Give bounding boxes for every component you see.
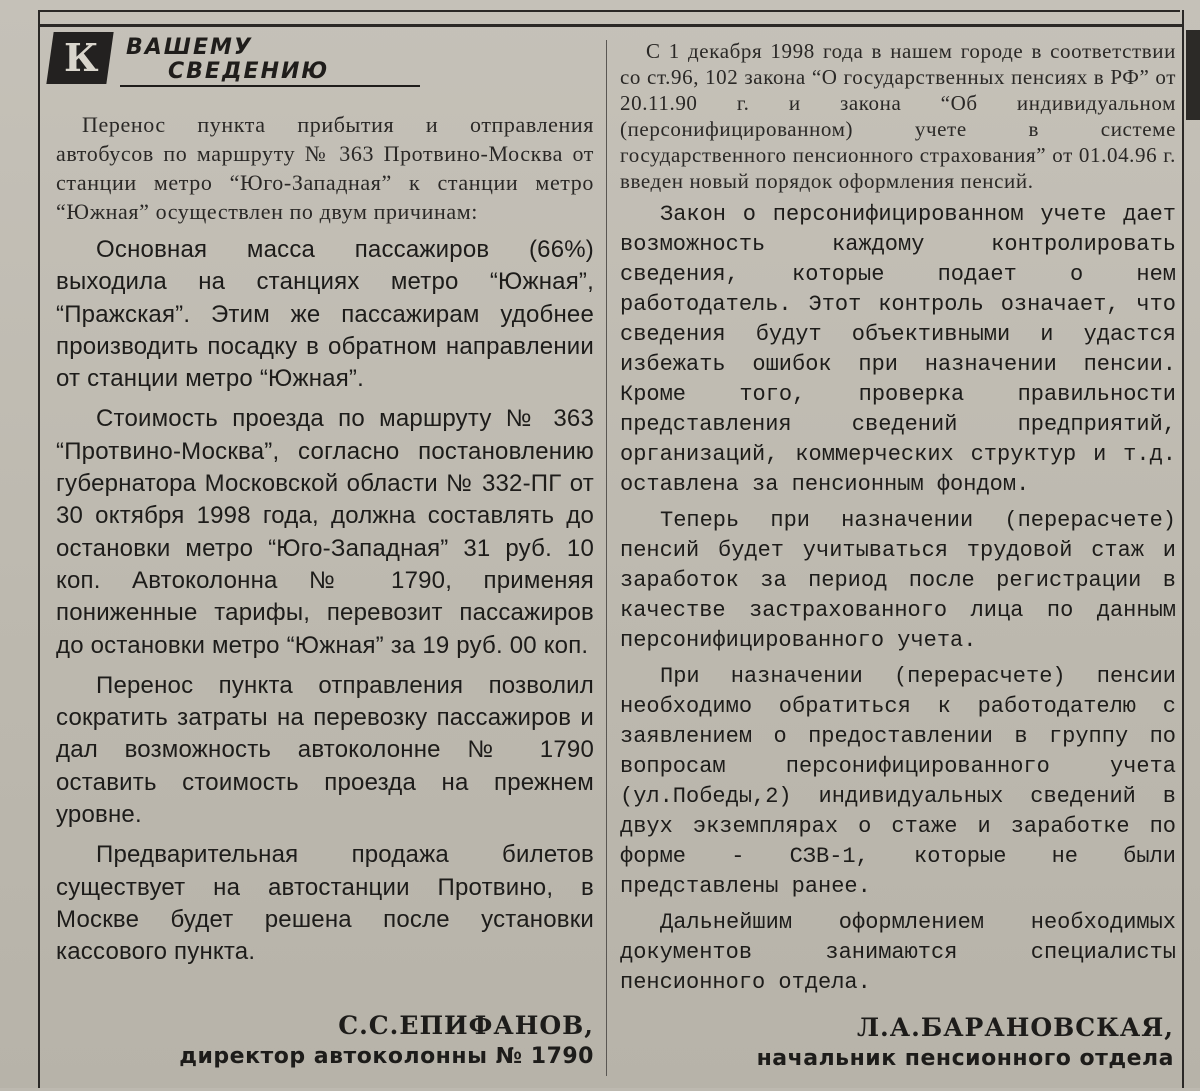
left-article-intro: Перенос пункта прибытия и отправления автобусов по маршруту № 363 Протвино-Москва от станции метро “Юго-Западная” к станции метро “Южная” осуществлен по двум причинам:: [56, 112, 594, 224]
right-border-rule: [1182, 10, 1184, 1088]
right-article-paragraph: Теперь при назначении (перерасчете) пенсий будет учитываться трудовой стаж и заработок за период после регистрации в качестве застрахованного лица по данным персонифицированного учета.: [620, 508, 1176, 653]
left-article-paragraph: Стоимость проезда по маршруту № 363 “Протвино-Москва”, согласно постановлению губернатора Московской области № 332-ПГ от 30 октября 1998 года, должна составлять до остановки метро “Юго-Западная” 31 руб. 10 коп. Автоколонна № 1790, применяя пониженные тарифы, перевозит пассажиров до остановки метро “Южная” за 19 руб. 00 коп.: [56, 405, 594, 659]
signature-name: С.С.ЕПИФАНОВ,: [338, 1011, 594, 1040]
left-article-signature: [60, 1010, 594, 1072]
signature-name: Л.А.БАРАНОВСКАЯ,: [856, 1013, 1174, 1042]
left-article: [56, 110, 594, 969]
section-heading: [50, 32, 380, 88]
right-article-paragraph: Закон о персонифицированном учете дает возможность каждому контролировать сведения, которые подает о нем работодатель. Этот контроль означает, что сведения будут объективными и удастся избежать ошибок при назначении пенсии. Кроме того, проверка правильности представления сведений предприятий, организаций, коммерческих структур и т.д. оставлена за пенсионным фондом.: [620, 202, 1176, 497]
heading-line-1: ВАШЕМУ: [126, 35, 253, 60]
signature-title: начальник пенсионного отдела: [756, 1046, 1174, 1071]
heading-badge: [46, 32, 113, 84]
left-article-paragraph: Перенос пункта отправления позволил сократить затраты на перевозку пассажиров и дал возможность автоколонне № 1790 оставить стоимость проезда на прежнем уровне.: [56, 671, 594, 829]
left-article-paragraph: Предварительная продажа билетов существует на автостанции Протвино, в Москве будет решена после установки кассового пункта.: [56, 841, 594, 966]
right-article-paragraph: Дальнейшим оформлением необходимых документов занимаются специалисты пенсионного отдела.: [620, 910, 1176, 995]
right-article-signature: [620, 1012, 1174, 1074]
right-article: [620, 38, 1176, 998]
signature-title: директор автоколонны № 1790: [179, 1044, 594, 1069]
heading-line-2: СВЕДЕНИЮ: [168, 59, 330, 84]
adjacent-column-edge: [1186, 30, 1200, 120]
heading-underline: [120, 85, 420, 87]
column-divider: [606, 40, 607, 1076]
top-rule: [40, 10, 1180, 12]
right-article-intro: С 1 декабря 1998 года в нашем городе в соответствии со ст.96, 102 закона “О государственных пенсиях в РФ” от 20.11.90 г. и закона “Об индивидуальном (персонифицированном) учете в системе государственного пенсионного страхования” от 01.04.96 г. введен новый порядок оформления пенсий.: [620, 39, 1176, 193]
left-article-paragraph: Основная масса пассажиров (66%) выходила на станциях метро “Южная”, “Пражская”. Этим же пассажирам удобнее производить посадку в обратном направлении от станции метро “Южная”.: [56, 236, 594, 393]
heading-badge-letter: К: [64, 35, 99, 80]
right-article-paragraph: При назначении (перерасчете) пенсии необходимо обратиться к работодателю с заявлением о предоставлении в группу по вопросам персонифицированного учета (ул.Победы,2) индивидуальных сведений в двух экземплярах о стаже и заработке по форме - СЗВ-1, которые не были представлены ранее.: [620, 664, 1176, 899]
